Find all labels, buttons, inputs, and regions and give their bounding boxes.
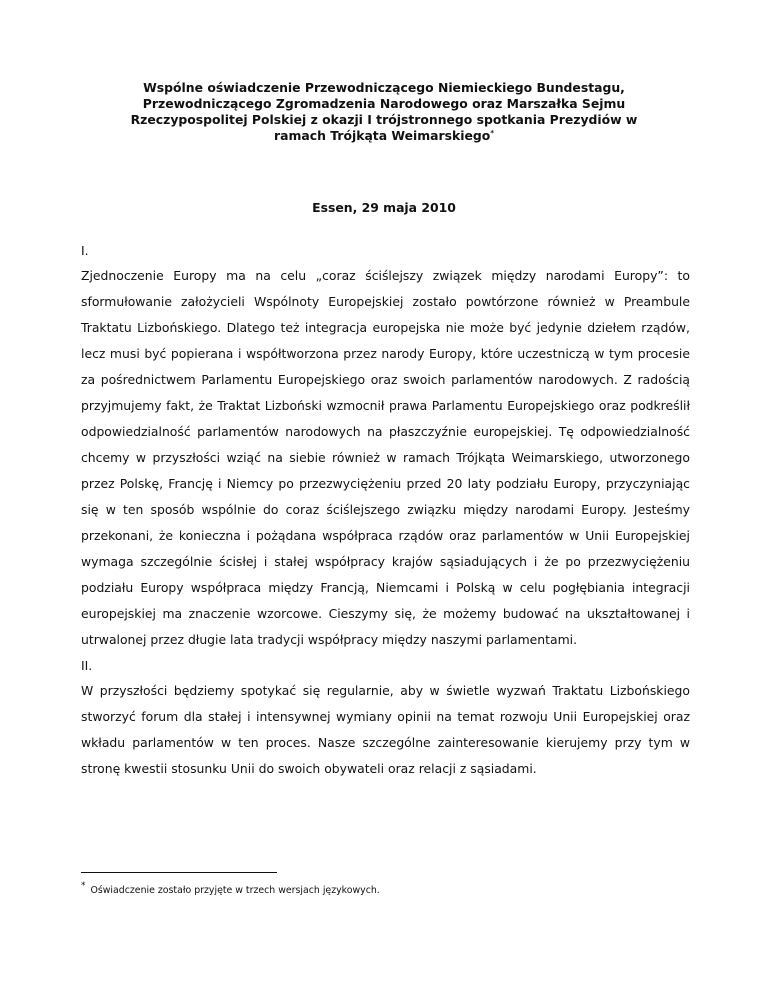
footnote-separator xyxy=(81,872,277,873)
section-2 xyxy=(81,653,690,782)
section-1-number: I. xyxy=(81,243,89,258)
document-title xyxy=(110,80,658,144)
section-2-number: II. xyxy=(81,658,93,673)
dateline: Essen, 29 maja 2010 xyxy=(312,200,456,215)
document-title-text: Wspólne oświadczenie Przewodniczącego Niemieckiego Bundestagu, Przewodniczącego Zgromadzenia Narodowego oraz Marszałka Sejmu Rzeczypospolitej Polskiej z okazji I trójstronnego spotkania Prezydiów w ramach Trójkąta Weimarskiego xyxy=(130,80,638,143)
section-2-paragraph: W przyszłości będziemy spotykać się regularnie, aby w świetle wyzwań Traktatu Lizbońskiego stworzyć forum dla stałej i intensywnej wymiany opinii na temat rozwoju Unii Europejskiej oraz wkładu parlamentów w ten proces. Nasze szczególne zainteresowanie kierujemy przy tym w stronę kwestii stosunku Unii do swoich obywateli oraz relacji z sąsiadami. xyxy=(81,683,690,776)
section-1 xyxy=(81,238,690,653)
footnote xyxy=(81,881,380,898)
title-footnote-mark: * xyxy=(490,129,494,137)
footnote-mark: * xyxy=(81,881,86,891)
footnote-text: Oświadczenie zostało przyjęte w trzech wersjach językowych. xyxy=(90,885,380,896)
section-1-paragraph: Zjednoczenie Europy ma na celu „coraz ściślejszy związek między narodami Europy”: to sformułowanie założycieli Wspólnoty Europejskiej zostało powtórzone również w Preambule Traktatu Lizbońskiego. Dlatego też integracja europejska nie może być jedynie dziełem rządów, lecz musi być popierana i współtworzona przez narody Europy, które uczestniczą w tym procesie za pośrednictwem Parlamentu Europejskiego oraz swoich parlamentów narodowych. Z radością przyjmujemy fakt, że Traktat Lizboński wzmocnił prawa Parlamentu Europejskiego oraz podkreślił odpowiedzialność parlamentów narodowych na płaszczyźnie europejskiej. Tę odpowiedzialność chcemy w przyszłości wziąć na siebie również w ramach Trójkąta Weimarskiego, utworzonego przez Polskę, Francję i Niemcy po przezwyciężeniu przed 20 laty podziału Europy, przyczyniając się w ten sposób wspólnie do coraz ściślejszego związku między narodami Europy. Jesteśmy przekonani, że konieczna i pożądana współpraca rządów oraz parlamentów w Unii Europejskiej wymaga szczególnie ścisłej i stałej współpracy krajów sąsiadujących i że po przezwyciężeniu podziału Europy współpraca między Francją, Niemcami i Polską w celu pogłębiania integracji europejskiej ma znaczenie wzorcowe. Cieszymy się, że możemy budować na ukształtowanej i utrwalonej przez długie lata tradycji współpracy między naszymi parlamentami. xyxy=(81,268,690,647)
